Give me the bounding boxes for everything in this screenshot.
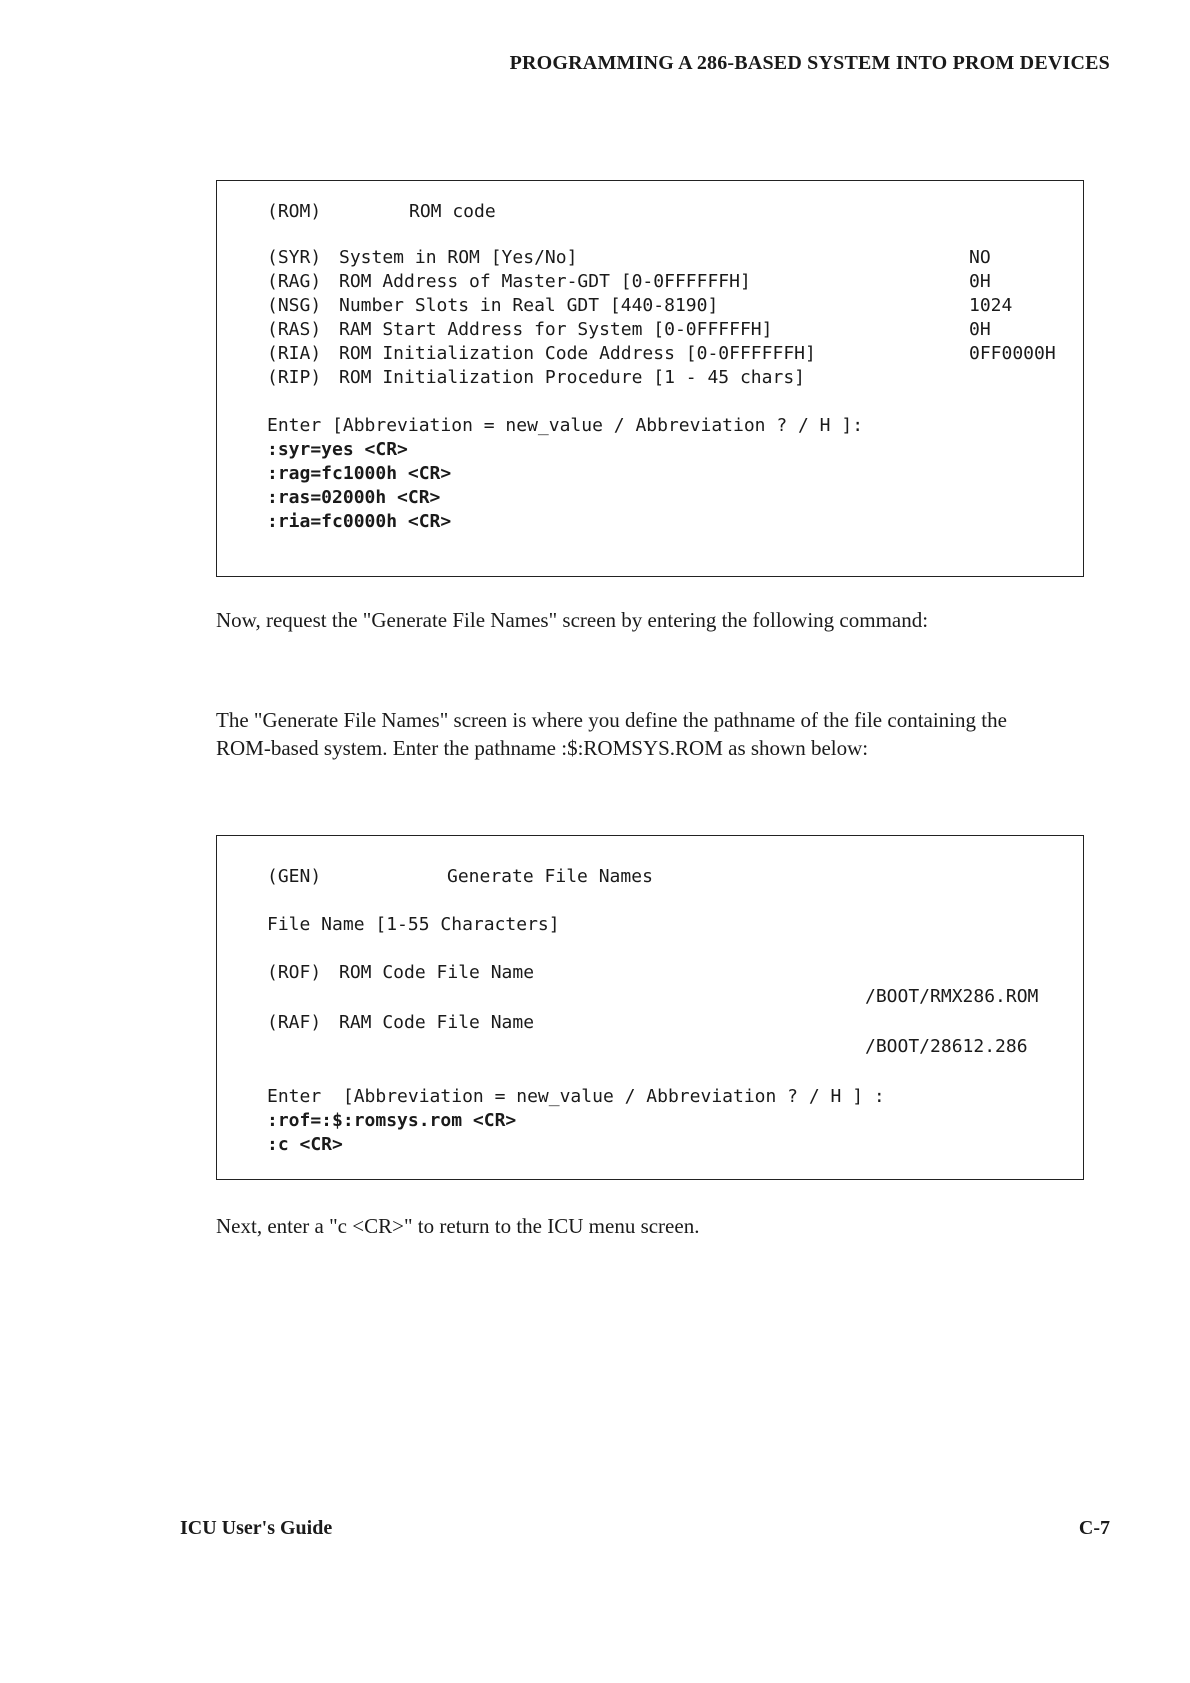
paragraph-next-step: Next, enter a "c <CR>" to return to the ICU menu screen. bbox=[216, 1214, 700, 1238]
row-label: ROM Initialization Procedure [1 - 45 chars] bbox=[339, 367, 805, 388]
row-abbr: (RIA) bbox=[267, 343, 322, 364]
row-abbr: (RAS) bbox=[267, 319, 322, 340]
row-value: 0H bbox=[969, 319, 991, 340]
row-label: ROM Address of Master-GDT [0-0FFFFFFH] bbox=[339, 271, 751, 292]
footer-guide-title: ICU User's Guide bbox=[180, 1517, 333, 1539]
screen-tag: (ROM) bbox=[267, 201, 322, 222]
row-abbr: (SYR) bbox=[267, 247, 322, 268]
command-line: :ras=02000h <CR> bbox=[267, 487, 441, 508]
command-prompt: Enter [Abbreviation = new_value / Abbreviation ? / H ]: bbox=[267, 415, 864, 436]
rom-code-screen bbox=[216, 180, 1084, 577]
screen-title: ROM code bbox=[409, 201, 496, 222]
screen-tag: (GEN) bbox=[267, 866, 322, 887]
command-line: :c <CR> bbox=[267, 1134, 343, 1155]
file-name-range: File Name [1-55 Characters] bbox=[267, 914, 560, 935]
footer-page-number: C-7 bbox=[1078, 1517, 1110, 1539]
row-label: RAM Start Address for System [0-0FFFFFH] bbox=[339, 319, 773, 340]
row-value: /BOOT/RMX286.ROM bbox=[865, 986, 1039, 1007]
row-value: 0H bbox=[969, 271, 991, 292]
command-line: :ria=fc0000h <CR> bbox=[267, 511, 452, 532]
paragraph-generate-file-names: The "Generate File Names" screen is where you define the pathname of the file containing the ROM-based system. Enter the pathname :$:ROMSYS.ROM as shown below: bbox=[216, 708, 1007, 760]
row-value: 0FF0000H bbox=[969, 343, 1056, 364]
row-value: NO bbox=[969, 247, 991, 268]
row-abbr: (RIP) bbox=[267, 367, 322, 388]
generate-file-names-screen bbox=[216, 835, 1084, 1180]
row-label: ROM Code File Name bbox=[339, 962, 535, 983]
screen-title: Generate File Names bbox=[447, 866, 653, 887]
page-header: PROGRAMMING A 286-BASED SYSTEM INTO PROM DEVICES bbox=[509, 52, 1110, 74]
row-label: System in ROM [Yes/No] bbox=[339, 247, 578, 268]
row-label: Number Slots in Real GDT [440-8190] bbox=[339, 295, 719, 316]
command-line: :syr=yes <CR> bbox=[267, 439, 408, 460]
command-line: :rof=:$:romsys.rom <CR> bbox=[267, 1110, 517, 1131]
row-abbr: (RAG) bbox=[267, 271, 322, 292]
row-abbr: (ROF) bbox=[267, 962, 322, 983]
row-label: RAM Code File Name bbox=[339, 1012, 535, 1033]
row-abbr: (NSG) bbox=[267, 295, 322, 316]
row-value: 1024 bbox=[969, 295, 1013, 316]
paragraph-request-screen: Now, request the "Generate File Names" screen by entering the following command: bbox=[216, 608, 929, 632]
command-prompt: Enter [Abbreviation = new_value / Abbreviation ? / H ] : bbox=[267, 1086, 885, 1107]
row-abbr: (RAF) bbox=[267, 1012, 322, 1033]
row-value: /BOOT/28612.286 bbox=[865, 1036, 1028, 1057]
command-line: :rag=fc1000h <CR> bbox=[267, 463, 452, 484]
row-label: ROM Initialization Code Address [0-0FFFFFFH] bbox=[339, 343, 816, 364]
